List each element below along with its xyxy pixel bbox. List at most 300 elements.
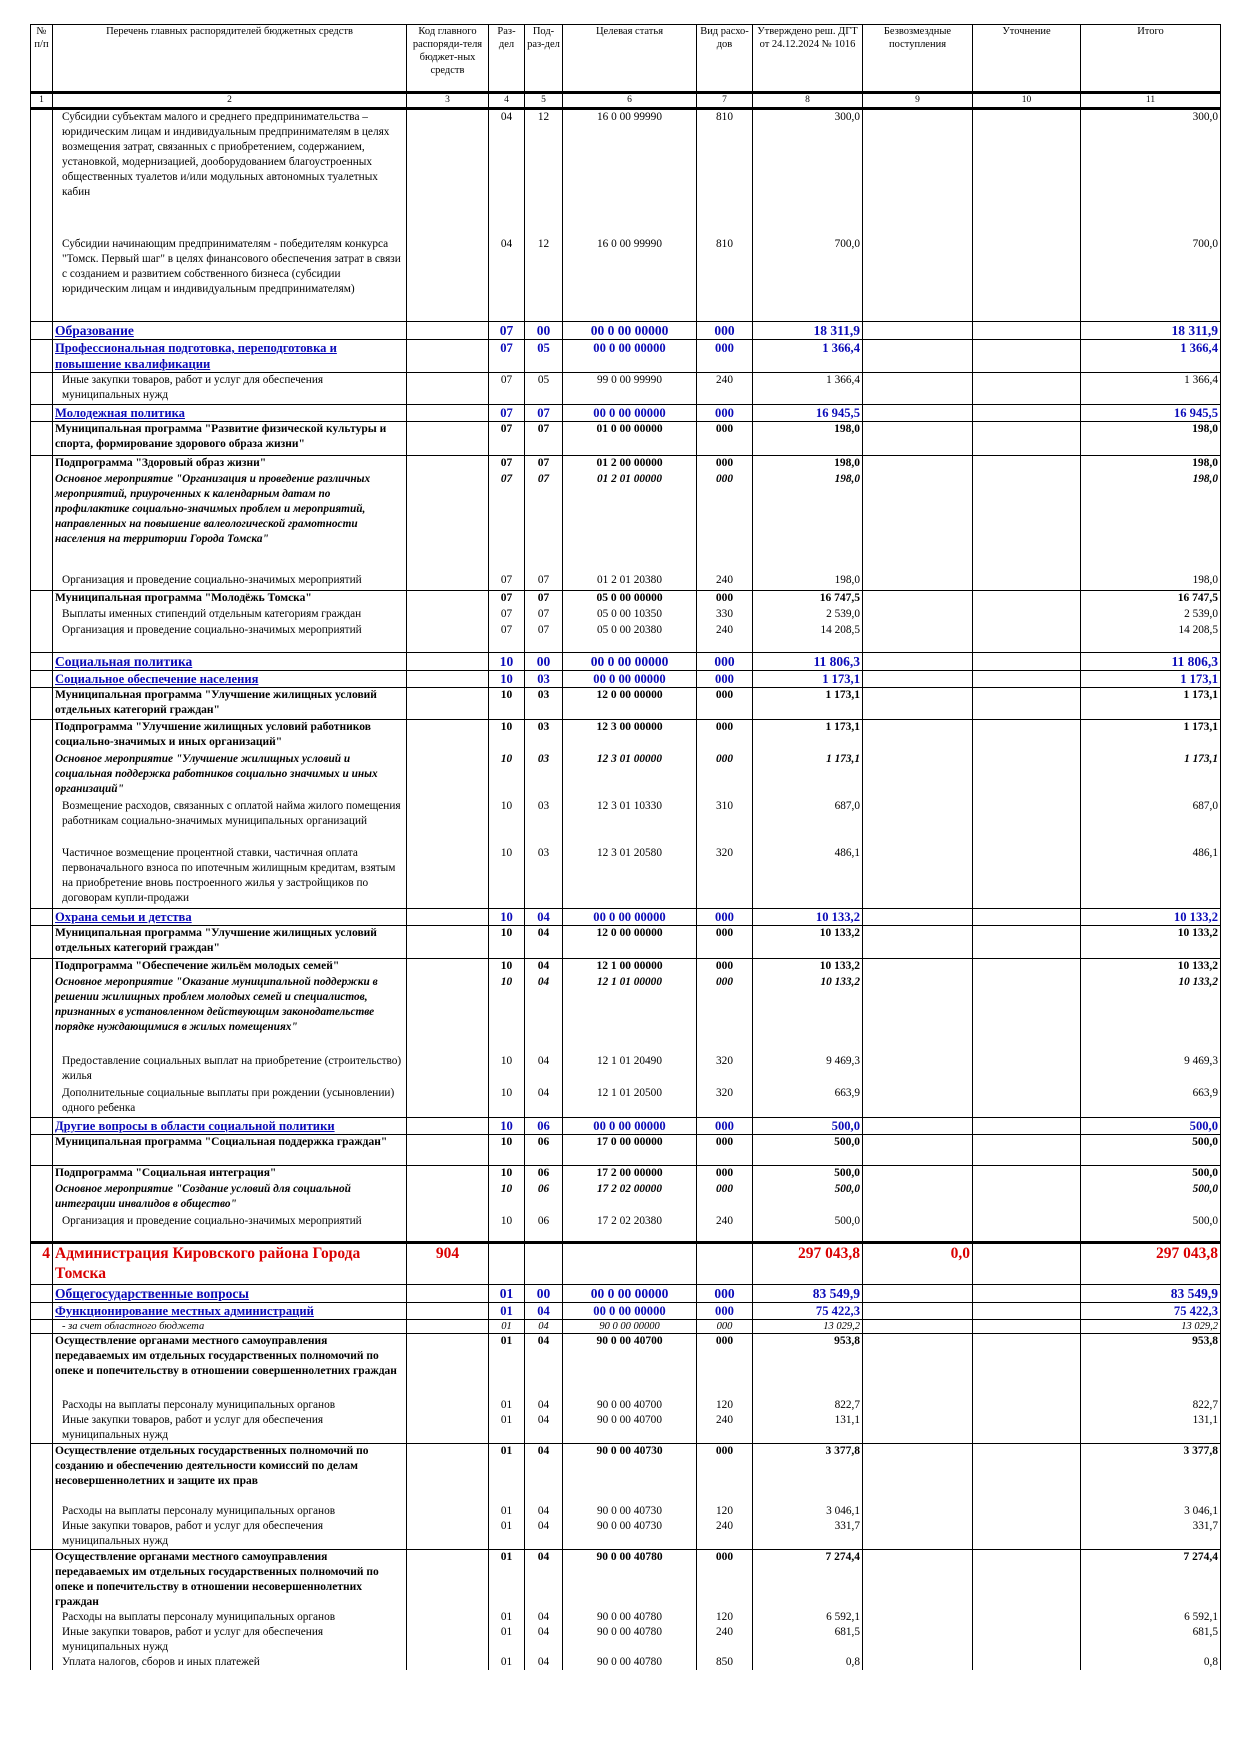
row-grants	[863, 752, 973, 799]
row-number	[31, 846, 53, 909]
row-approved: 9 469,3	[753, 1054, 863, 1086]
row-total: 687,0	[1081, 799, 1221, 846]
row-number	[31, 623, 53, 653]
table-row	[31, 720, 1221, 752]
table-row	[31, 799, 1221, 846]
row-code	[407, 1285, 489, 1303]
row-code	[407, 1214, 489, 1243]
row-number	[31, 1655, 53, 1670]
row-code	[407, 959, 489, 975]
row-vid: 000	[697, 472, 753, 573]
row-approved: 83 549,9	[753, 1285, 863, 1303]
row-name: Социальное обеспечение населения	[53, 671, 407, 688]
header-razdel: Раз-дел	[489, 25, 525, 93]
row-name: Молодежная политика	[53, 405, 407, 422]
row-vid: 000	[697, 1320, 753, 1334]
column-index: 3	[407, 93, 489, 109]
row-podrazdel: 04	[525, 1443, 563, 1504]
table-row	[31, 322, 1221, 340]
row-grants	[863, 1054, 973, 1086]
row-clarification	[973, 1655, 1081, 1670]
row-total: 83 549,9	[1081, 1285, 1221, 1303]
row-name: Иные закупки товаров, работ и услуг для обеспечения муниципальных нужд	[53, 1413, 407, 1444]
row-razdel: 07	[489, 322, 525, 340]
row-number	[31, 1504, 53, 1519]
row-clarification	[973, 1303, 1081, 1320]
row-grants	[863, 591, 973, 607]
row-podrazdel: 00	[525, 322, 563, 340]
row-code	[407, 1303, 489, 1320]
row-razdel: 04	[489, 109, 525, 237]
row-vid: 000	[697, 653, 753, 671]
row-clarification	[973, 799, 1081, 846]
table-row	[31, 591, 1221, 607]
row-clarification	[973, 591, 1081, 607]
row-approved: 1 173,1	[753, 671, 863, 688]
row-code	[407, 975, 489, 1054]
row-code	[407, 1519, 489, 1550]
table-row	[31, 926, 1221, 959]
row-razdel: 01	[489, 1625, 525, 1655]
row-razdel: 10	[489, 1214, 525, 1243]
table-row	[31, 1054, 1221, 1086]
row-name: Иные закупки товаров, работ и услуг для обеспечения муниципальных нужд	[53, 1519, 407, 1550]
row-name: - за счет областного бюджета	[53, 1320, 407, 1334]
row-clarification	[973, 1166, 1081, 1182]
row-vid: 000	[697, 1118, 753, 1135]
row-vid: 120	[697, 1398, 753, 1413]
row-number	[31, 1182, 53, 1214]
row-code	[407, 573, 489, 591]
row-number: 4	[31, 1243, 53, 1285]
row-approved: 331,7	[753, 1519, 863, 1550]
row-razdel: 10	[489, 1135, 525, 1166]
budget-sheet	[30, 24, 1220, 1670]
row-approved: 500,0	[753, 1118, 863, 1135]
row-number	[31, 591, 53, 607]
row-grants	[863, 373, 973, 405]
row-name: Иные закупки товаров, работ и услуг для обеспечения муниципальных нужд	[53, 373, 407, 405]
row-approved: 500,0	[753, 1135, 863, 1166]
row-vid: 810	[697, 237, 753, 322]
row-approved: 18 311,9	[753, 322, 863, 340]
row-clarification	[973, 1118, 1081, 1135]
row-podrazdel: 04	[525, 1413, 563, 1444]
row-name: Муниципальная программа "Социальная поддержка граждан"	[53, 1135, 407, 1166]
row-grants	[863, 909, 973, 926]
row-number	[31, 1118, 53, 1135]
row-name: Общегосударственные вопросы	[53, 1285, 407, 1303]
row-target: 90 0 00 40730	[563, 1519, 697, 1550]
row-clarification	[973, 909, 1081, 926]
row-target: 00 0 00 00000	[563, 909, 697, 926]
row-razdel: 10	[489, 1086, 525, 1118]
row-podrazdel: 04	[525, 975, 563, 1054]
row-approved: 1 173,1	[753, 720, 863, 752]
row-grants	[863, 405, 973, 422]
row-total: 2 539,0	[1081, 607, 1221, 623]
row-razdel: 04	[489, 237, 525, 322]
row-grants	[863, 926, 973, 959]
row-vid	[697, 1243, 753, 1285]
table-row	[31, 1243, 1221, 1285]
row-total: 75 422,3	[1081, 1303, 1221, 1320]
column-index: 11	[1081, 93, 1221, 109]
row-podrazdel: 03	[525, 799, 563, 846]
row-target: 99 0 00 99990	[563, 373, 697, 405]
row-razdel: 01	[489, 1320, 525, 1334]
row-code	[407, 322, 489, 340]
row-clarification	[973, 322, 1081, 340]
table-row	[31, 1519, 1221, 1550]
row-podrazdel: 04	[525, 1054, 563, 1086]
table-row	[31, 405, 1221, 422]
row-clarification	[973, 607, 1081, 623]
column-index: 9	[863, 93, 973, 109]
row-name: Осуществление отдельных государственных полномочий по созданию и обеспечению деятельности комиссий по делам несовершеннолетних и защите их прав	[53, 1443, 407, 1504]
table-row	[31, 1118, 1221, 1135]
row-total: 10 133,2	[1081, 959, 1221, 975]
row-podrazdel: 04	[525, 1519, 563, 1550]
row-code	[407, 1135, 489, 1166]
row-target: 90 0 00 40700	[563, 1413, 697, 1444]
row-number	[31, 322, 53, 340]
row-approved: 486,1	[753, 846, 863, 909]
row-podrazdel: 04	[525, 1398, 563, 1413]
row-target: 05 0 00 00000	[563, 591, 697, 607]
row-vid: 000	[697, 688, 753, 720]
row-total: 297 043,8	[1081, 1243, 1221, 1285]
row-approved: 2 539,0	[753, 607, 863, 623]
row-name: Предоставление социальных выплат на приобретение (строительство) жилья	[53, 1054, 407, 1086]
table-row	[31, 959, 1221, 975]
row-name: Возмещение расходов, связанных с оплатой найма жилого помещения работникам социально-значимых муниципальных организаций	[53, 799, 407, 846]
row-grants	[863, 1398, 973, 1413]
row-code	[407, 909, 489, 926]
row-target: 12 3 01 00000	[563, 752, 697, 799]
row-target: 12 1 01 00000	[563, 975, 697, 1054]
row-target: 00 0 00 00000	[563, 322, 697, 340]
row-target: 90 0 00 40730	[563, 1504, 697, 1519]
row-code	[407, 340, 489, 373]
row-grants	[863, 1413, 973, 1444]
row-podrazdel: 04	[525, 1625, 563, 1655]
row-approved: 500,0	[753, 1214, 863, 1243]
row-vid: 240	[697, 373, 753, 405]
row-name: Подпрограмма "Социальная интеграция"	[53, 1166, 407, 1182]
row-number	[31, 1303, 53, 1320]
row-clarification	[973, 1625, 1081, 1655]
row-podrazdel: 07	[525, 607, 563, 623]
row-target: 12 1 00 00000	[563, 959, 697, 975]
row-grants	[863, 1625, 973, 1655]
row-vid: 000	[697, 975, 753, 1054]
table-row	[31, 671, 1221, 688]
row-clarification	[973, 405, 1081, 422]
row-grants	[863, 422, 973, 456]
row-name: Частичное возмещение процентной ставки, частичная оплата первоначального взноса по ипотечным жилищным кредитам, взятым на приобретение вновь построенного жилья у застройщиков по договорам купли-продажи	[53, 846, 407, 909]
row-total: 198,0	[1081, 422, 1221, 456]
row-clarification	[973, 1320, 1081, 1334]
row-vid: 000	[697, 1443, 753, 1504]
row-name: Расходы на выплаты персоналу муниципальных органов	[53, 1610, 407, 1625]
row-podrazdel: 07	[525, 472, 563, 573]
row-target: 01 2 01 20380	[563, 573, 697, 591]
row-grants	[863, 607, 973, 623]
row-name: Основное мероприятие "Организация и проведение различных мероприятий, приуроченных к календарным датам по профилактике социально-значимых проблем и мероприятий, направленных на повышение валеологической грамотности населения на территории Города Томска"	[53, 472, 407, 573]
table-row	[31, 1135, 1221, 1166]
row-clarification	[973, 237, 1081, 322]
row-grants	[863, 975, 973, 1054]
row-vid: 240	[697, 1413, 753, 1444]
row-target: 90 0 00 40780	[563, 1625, 697, 1655]
row-total: 6 592,1	[1081, 1610, 1221, 1625]
row-target: 00 0 00 00000	[563, 405, 697, 422]
row-total: 486,1	[1081, 846, 1221, 909]
row-code	[407, 671, 489, 688]
row-podrazdel: 04	[525, 1610, 563, 1625]
row-code	[407, 752, 489, 799]
row-vid: 000	[697, 591, 753, 607]
row-vid: 000	[697, 322, 753, 340]
table-row	[31, 573, 1221, 591]
table-row	[31, 1303, 1221, 1320]
row-razdel: 10	[489, 799, 525, 846]
row-grants	[863, 1166, 973, 1182]
row-grants	[863, 688, 973, 720]
row-number	[31, 653, 53, 671]
row-razdel: 10	[489, 671, 525, 688]
row-clarification	[973, 1135, 1081, 1166]
row-vid: 000	[697, 340, 753, 373]
row-code	[407, 1182, 489, 1214]
row-razdel: 10	[489, 1182, 525, 1214]
row-razdel: 10	[489, 846, 525, 909]
row-clarification	[973, 1398, 1081, 1413]
table-row	[31, 1285, 1221, 1303]
row-grants	[863, 1334, 973, 1398]
table-row	[31, 422, 1221, 456]
table-header	[31, 25, 1221, 93]
row-clarification	[973, 573, 1081, 591]
row-grants	[863, 1443, 973, 1504]
row-podrazdel: 07	[525, 623, 563, 653]
row-name: Организация и проведение социально-значимых мероприятий	[53, 573, 407, 591]
row-target: 12 3 01 10330	[563, 799, 697, 846]
row-approved: 500,0	[753, 1182, 863, 1214]
budget-table	[30, 24, 1221, 1670]
row-target: 00 0 00 00000	[563, 671, 697, 688]
row-approved: 6 592,1	[753, 1610, 863, 1625]
row-total: 10 133,2	[1081, 975, 1221, 1054]
row-clarification	[973, 1285, 1081, 1303]
row-grants	[863, 237, 973, 322]
row-target: 12 3 00 00000	[563, 720, 697, 752]
row-clarification	[973, 472, 1081, 573]
row-clarification	[973, 1610, 1081, 1625]
row-code	[407, 237, 489, 322]
row-name: Субсидии начинающим предпринимателям - победителям конкурса "Томск. Первый шаг" в целях финансового обеспечения затрат в связи с созданием и развитием собственного бизнеса (субсидии юридическим лицам и индивидуальным предпринимателям)	[53, 237, 407, 322]
row-number	[31, 720, 53, 752]
table-row	[31, 1413, 1221, 1444]
row-podrazdel: 03	[525, 688, 563, 720]
row-name: Администрация Кировского района Города Томска	[53, 1243, 407, 1285]
table-row	[31, 1655, 1221, 1670]
row-code	[407, 591, 489, 607]
row-approved: 10 133,2	[753, 959, 863, 975]
row-approved: 198,0	[753, 456, 863, 472]
row-razdel: 10	[489, 653, 525, 671]
row-vid: 000	[697, 1166, 753, 1182]
row-vid: 240	[697, 573, 753, 591]
row-total: 1 173,1	[1081, 671, 1221, 688]
row-grants	[863, 1285, 973, 1303]
row-total: 131,1	[1081, 1413, 1221, 1444]
row-name: Охрана семьи и детства	[53, 909, 407, 926]
row-podrazdel: 12	[525, 237, 563, 322]
row-razdel: 07	[489, 573, 525, 591]
row-approved: 16 747,5	[753, 591, 863, 607]
row-total: 16 747,5	[1081, 591, 1221, 607]
column-index: 10	[973, 93, 1081, 109]
row-grants	[863, 322, 973, 340]
table-body	[31, 109, 1221, 1671]
row-target: 17 2 02 20380	[563, 1214, 697, 1243]
table-row	[31, 1610, 1221, 1625]
row-target: 05 0 00 10350	[563, 607, 697, 623]
row-approved: 198,0	[753, 422, 863, 456]
row-podrazdel: 03	[525, 720, 563, 752]
row-target: 90 0 00 40700	[563, 1334, 697, 1398]
table-row	[31, 1166, 1221, 1182]
row-clarification	[973, 456, 1081, 472]
row-vid: 000	[697, 752, 753, 799]
table-row	[31, 1443, 1221, 1504]
row-number	[31, 799, 53, 846]
row-name: Профессиональная подготовка, переподготовка и повышение квалификации	[53, 340, 407, 373]
row-number	[31, 752, 53, 799]
row-total: 500,0	[1081, 1135, 1221, 1166]
table-row	[31, 472, 1221, 573]
row-total: 331,7	[1081, 1519, 1221, 1550]
column-index: 8	[753, 93, 863, 109]
column-index: 7	[697, 93, 753, 109]
row-target: 17 0 00 00000	[563, 1135, 697, 1166]
column-index: 2	[53, 93, 407, 109]
row-number	[31, 1413, 53, 1444]
row-total: 500,0	[1081, 1166, 1221, 1182]
row-approved: 3 377,8	[753, 1443, 863, 1504]
row-vid: 240	[697, 623, 753, 653]
row-number	[31, 688, 53, 720]
row-number	[31, 1285, 53, 1303]
row-approved: 1 366,4	[753, 373, 863, 405]
row-number	[31, 405, 53, 422]
row-vid: 320	[697, 1054, 753, 1086]
header-target: Целевая статья	[563, 25, 697, 93]
row-target: 00 0 00 00000	[563, 1303, 697, 1320]
row-number	[31, 1086, 53, 1118]
row-total: 500,0	[1081, 1214, 1221, 1243]
row-vid: 330	[697, 607, 753, 623]
row-razdel: 10	[489, 909, 525, 926]
row-total: 14 208,5	[1081, 623, 1221, 653]
row-vid: 240	[697, 1625, 753, 1655]
row-number	[31, 1625, 53, 1655]
row-total: 663,9	[1081, 1086, 1221, 1118]
row-code	[407, 688, 489, 720]
row-target: 01 0 00 00000	[563, 422, 697, 456]
column-index-row	[31, 93, 1221, 109]
row-code: 904	[407, 1243, 489, 1285]
row-razdel: 01	[489, 1550, 525, 1611]
row-target: 90 0 00 40780	[563, 1655, 697, 1670]
row-grants	[863, 1086, 973, 1118]
header-approved: Утверждено реш. ДГТ от 24.12.2024 № 1016	[753, 25, 863, 93]
row-grants	[863, 109, 973, 237]
row-number	[31, 1320, 53, 1334]
row-approved: 10 133,2	[753, 909, 863, 926]
row-razdel: 10	[489, 975, 525, 1054]
row-total: 16 945,5	[1081, 405, 1221, 422]
row-vid: 000	[697, 1182, 753, 1214]
row-approved: 500,0	[753, 1166, 863, 1182]
row-clarification	[973, 752, 1081, 799]
row-grants	[863, 653, 973, 671]
table-row	[31, 109, 1221, 237]
row-total: 7 274,4	[1081, 1550, 1221, 1611]
row-code	[407, 1504, 489, 1519]
row-number	[31, 573, 53, 591]
row-target: 12 0 00 00000	[563, 688, 697, 720]
row-approved: 687,0	[753, 799, 863, 846]
row-number	[31, 1610, 53, 1625]
row-approved: 10 133,2	[753, 975, 863, 1054]
row-total: 10 133,2	[1081, 909, 1221, 926]
row-vid: 000	[697, 1334, 753, 1398]
row-razdel: 07	[489, 623, 525, 653]
table-row	[31, 653, 1221, 671]
row-number	[31, 237, 53, 322]
row-total: 0,8	[1081, 1655, 1221, 1670]
row-number	[31, 926, 53, 959]
row-approved: 14 208,5	[753, 623, 863, 653]
row-number	[31, 456, 53, 472]
row-clarification	[973, 1182, 1081, 1214]
row-number	[31, 975, 53, 1054]
row-name: Организация и проведение социально-значимых мероприятий	[53, 1214, 407, 1243]
row-target: 16 0 00 99990	[563, 109, 697, 237]
row-code	[407, 1166, 489, 1182]
row-razdel: 01	[489, 1610, 525, 1625]
row-razdel: 01	[489, 1504, 525, 1519]
column-index: 5	[525, 93, 563, 109]
row-podrazdel: 04	[525, 1504, 563, 1519]
row-name: Расходы на выплаты персоналу муниципальных органов	[53, 1504, 407, 1519]
row-number	[31, 1334, 53, 1398]
row-total: 3 046,1	[1081, 1504, 1221, 1519]
row-code	[407, 1625, 489, 1655]
row-grants	[863, 799, 973, 846]
row-clarification	[973, 1214, 1081, 1243]
row-vid: 000	[697, 1550, 753, 1611]
row-razdel: 07	[489, 373, 525, 405]
row-target: 00 0 00 00000	[563, 1285, 697, 1303]
row-podrazdel: 03	[525, 752, 563, 799]
row-podrazdel: 04	[525, 1320, 563, 1334]
row-name: Субсидии субъектам малого и среднего предпринимательства – юридическим лицам и индивидуальным предпринимателям в целях возмещения затрат, связанных с приобретением, содержанием, установкой, модернизацией, дооборудованием благоустроенных общественных туалетов и/или модульных автономных туалетных кабин	[53, 109, 407, 237]
row-razdel: 07	[489, 456, 525, 472]
